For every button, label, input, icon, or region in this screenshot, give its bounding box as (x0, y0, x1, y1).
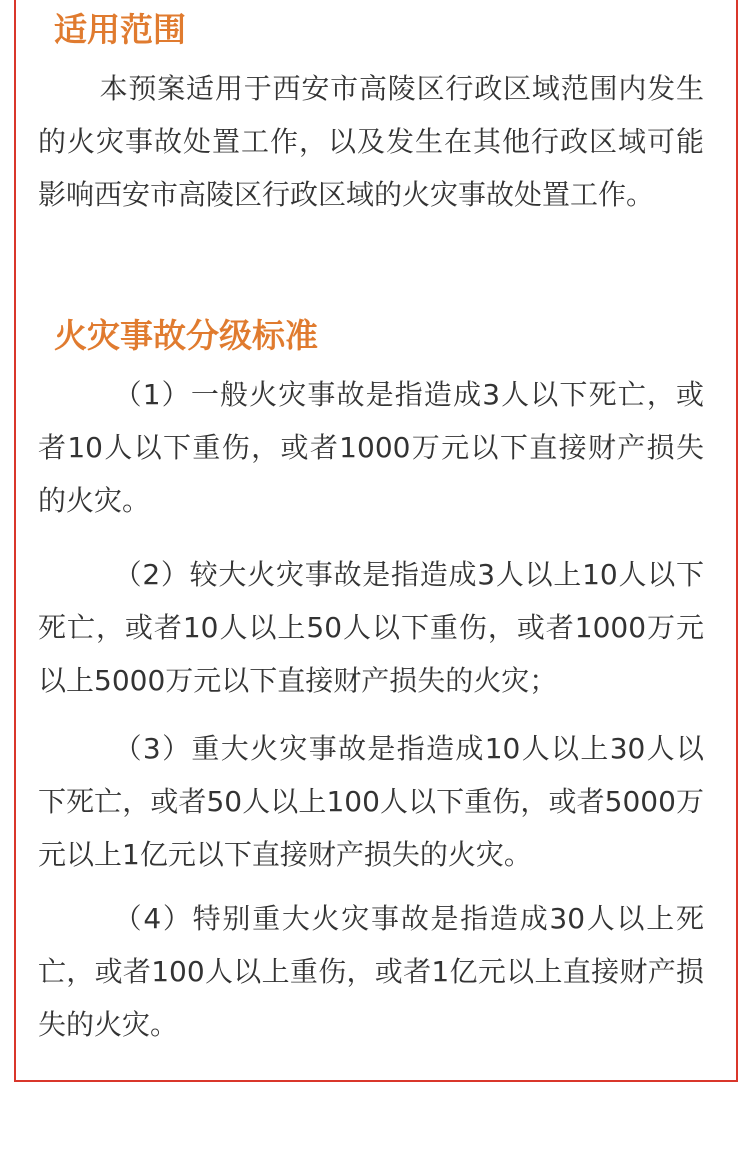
classification-item-1: （1）一般火灾事故是指造成3人以下死亡，或者10人以下重伤，或者1000万元以下直接财产损失的火灾。 (38, 378, 704, 517)
scope-heading: 适用范围 (54, 10, 186, 49)
classification-item-3: （3）重大火灾事故是指造成10人以上30人以下死亡，或者50人以上100人以下重伤，或者5000万元以上1亿元以下直接财产损失的火灾。 (38, 732, 704, 871)
classification-item-4: （4）特别重大火灾事故是指造成30人以上死亡，或者100人以上重伤，或者1亿元以上直接财产损失的火灾。 (38, 902, 704, 1041)
classification-heading: 火灾事故分级标准 (54, 316, 318, 355)
classification-item-2: （2）较大火灾事故是指造成3人以上10人以下死亡，或者10人以上50人以下重伤，或者1000万元以上5000万元以下直接财产损失的火灾； (38, 558, 704, 697)
scope-paragraph: 本预案适用于西安市高陵区行政区域范围内发生的火灾事故处置工作，以及发生在其他行政区域可能影响西安市高陵区行政区域的火灾事故处置工作。 (38, 72, 704, 211)
